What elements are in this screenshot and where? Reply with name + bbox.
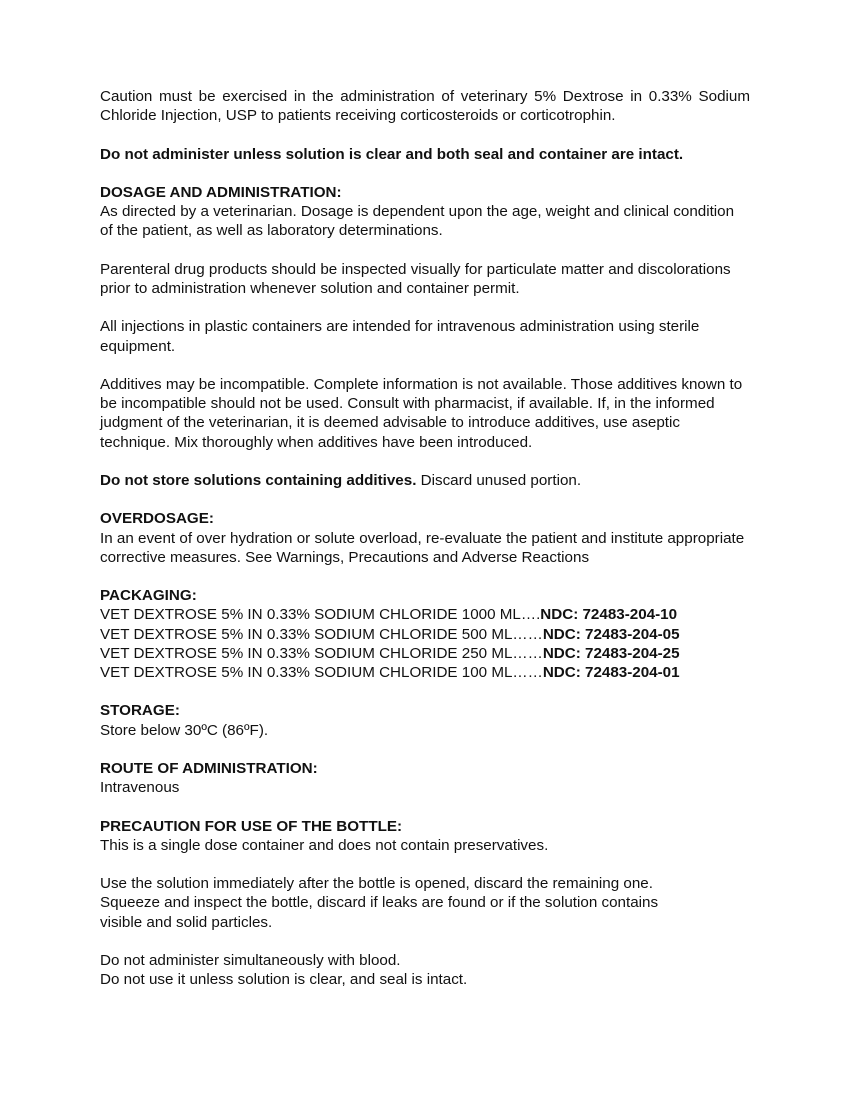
storage-section [100,701,750,739]
overdosage-heading: OVERDOSAGE: [100,510,214,528]
caution-paragraph: Caution must be exercised in the administration of veterinary 5% Dextrose in 0.33% Sodium Chloride Injection, USP to patients receiving corticosteroids or corticotrophin. [100,88,750,125]
packaging-item [100,605,750,624]
route-heading: ROUTE OF ADMINISTRATION: [100,759,318,777]
packaging-item [100,644,750,663]
storage-text: Store below 30ºC (86ºF). [100,721,269,739]
ndc-code: NDC: 72483-204-05 [542,625,680,643]
injection-paragraph: All injections in plastic containers are intended for intravenous administration using sterile equipment. [100,318,700,355]
packaging-desc: VET DEXTROSE 5% IN 0.33% SODIUM CHLORIDE 250 ML…… [100,644,543,662]
storage-additives-bold: Do not store solutions containing additives. [100,471,417,489]
overdosage-section [100,509,750,567]
text-line: Do not use it unless solution is clear, and seal is intact. [100,971,468,989]
packaging-item [100,663,750,682]
discard-text: Discard unused portion. [416,471,582,489]
route-text: Intravenous [100,779,180,797]
precaution-heading: PRECAUTION FOR USE OF THE BOTTLE: [100,817,403,835]
storage-additives-paragraph [100,471,750,490]
document-page [100,87,750,1009]
ndc-code: NDC: 72483-204-25 [542,644,680,662]
packaging-desc: VET DEXTROSE 5% IN 0.33% SODIUM CHLORIDE 100 ML…… [100,663,543,681]
final-warnings [100,951,750,989]
packaging-heading: PACKAGING: [100,587,197,605]
dosage-section [100,183,750,241]
integrity-warning: Do not administer unless solution is clear and both seal and container are intact. [100,145,684,163]
storage-heading: STORAGE: [100,702,180,720]
packaging-desc: VET DEXTROSE 5% IN 0.33% SODIUM CHLORIDE 500 ML…… [100,625,543,643]
text-line: Squeeze and inspect the bottle, discard if leaks are found or if the solution contains [100,894,659,912]
ndc-code: NDC: 72483-204-01 [542,663,680,681]
precaution-text: This is a single dose container and does not contain preservatives. [100,836,549,854]
packaging-item [100,625,750,644]
ndc-code: NDC: 72483-204-10 [540,606,678,624]
packaging-section [100,586,750,682]
precaution-section [100,817,750,855]
overdosage-text: In an event of over hydration or solute overload, re-evaluate the patient and institute appropriate corrective measures. See Warnings, Precautions and Adverse Reactions [100,529,745,566]
dosage-heading: DOSAGE AND ADMINISTRATION: [100,183,342,201]
dosage-text: As directed by a veterinarian. Dosage is dependent upon the age, weight and clinical condition of the patient, as well as laboratory determinations. [100,203,735,240]
route-section [100,759,750,797]
packaging-desc: VET DEXTROSE 5% IN 0.33% SODIUM CHLORIDE 1000 ML…. [100,606,541,624]
text-line: Use the solution immediately after the bottle is opened, discard the remaining one. [100,875,653,893]
bottle-use-paragraph [100,874,750,932]
text-line: Do not administer simultaneously with blood. [100,951,401,969]
inspection-paragraph: Parenteral drug products should be inspected visually for particulate matter and discolorations prior to administration whenever solution and container permit. [100,260,731,297]
text-line: visible and solid particles. [100,913,273,931]
additives-paragraph: Additives may be incompatible. Complete information is not available. Those additives known to be incompatible should not be used. Consult with pharmacist, if available. If, in the informed judgment of the veterinarian, it is deemed advisable to introduce additives, use aseptic technique. Mix thoroughly when additives have been introduced. [100,375,743,451]
